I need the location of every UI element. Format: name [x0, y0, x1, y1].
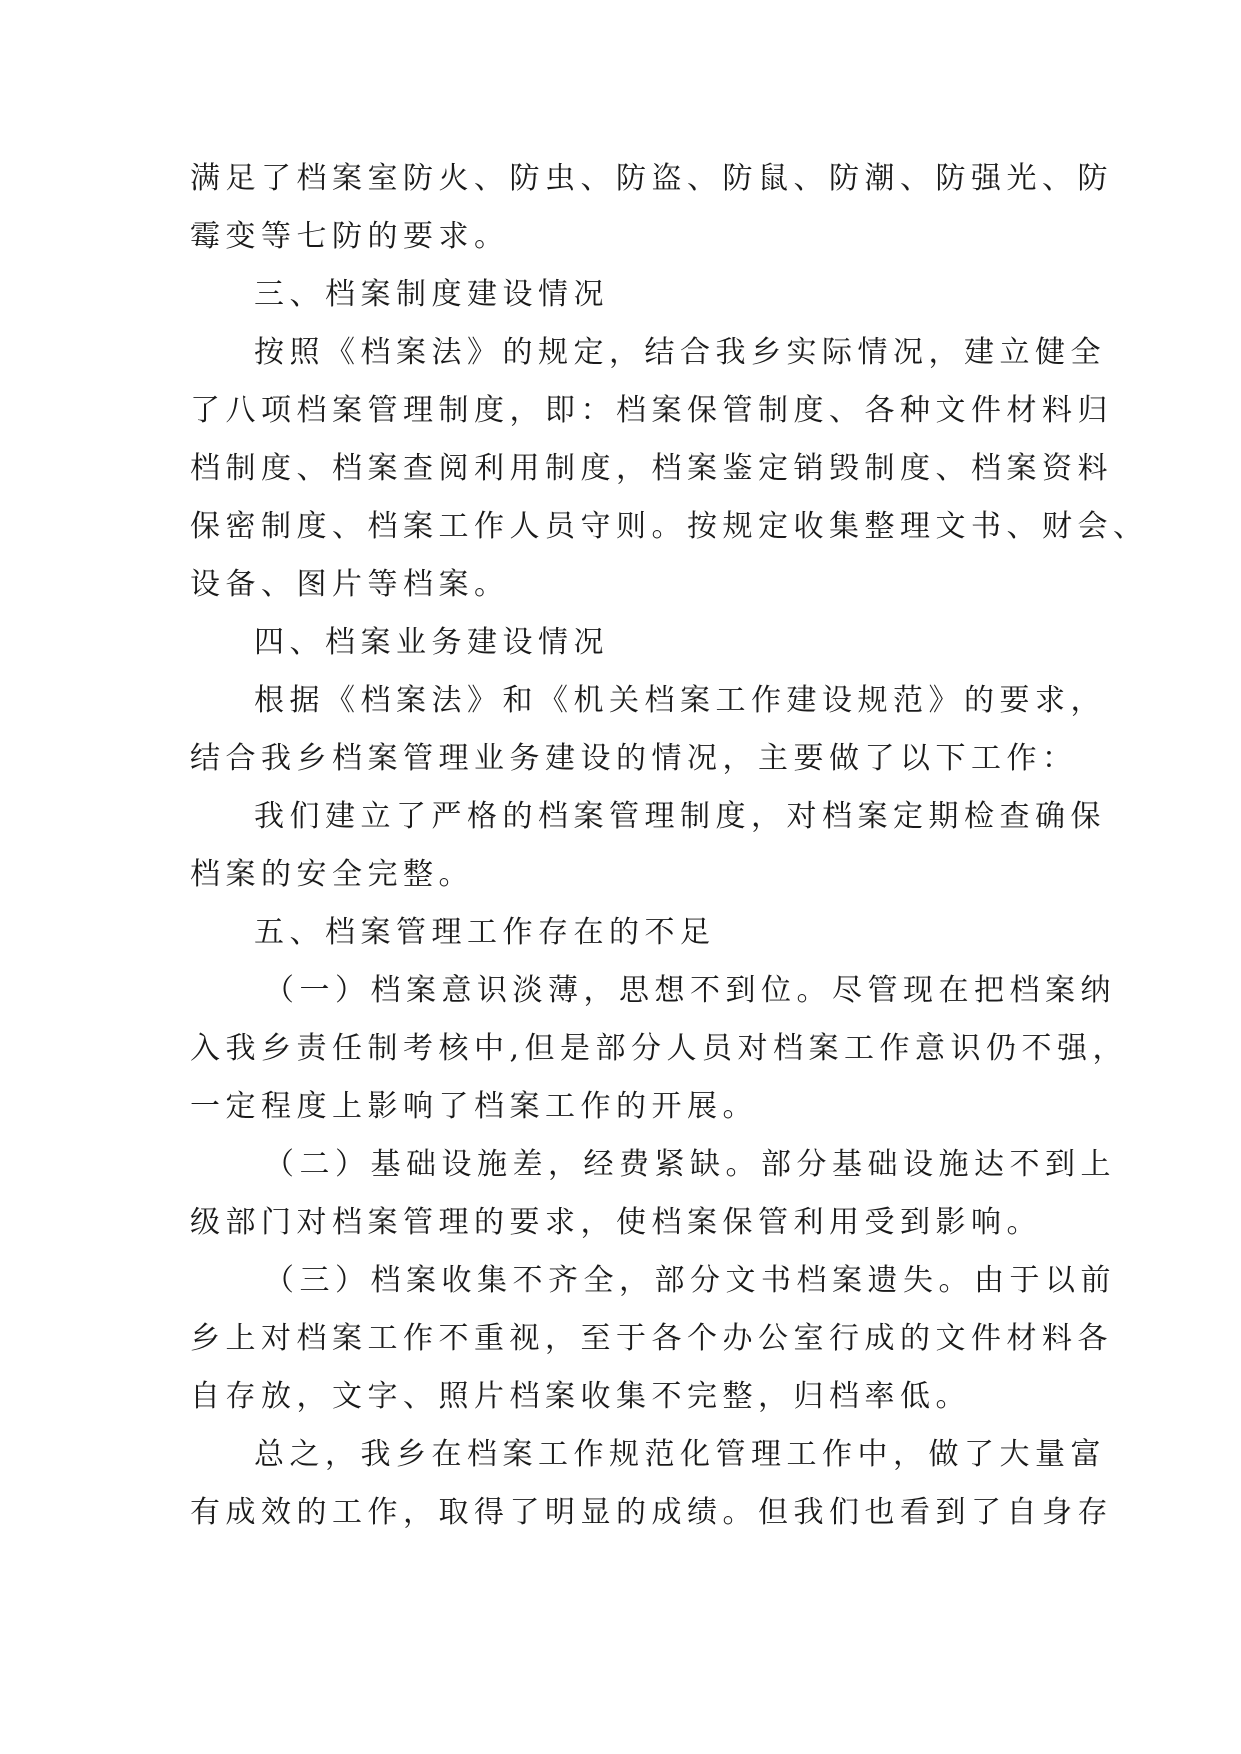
- text-line-7: 保密制度、档案工作人员守则。按规定收集整理文书、财会、: [190, 509, 1149, 544]
- text-line-11: 结合我乡档案管理业务建设的情况，主要做了以下工作：: [190, 741, 1078, 776]
- text-line-20: （三）档案收集不齐全，部分文书档案遗失。由于以前: [264, 1263, 1116, 1298]
- section-heading-5: 五、档案管理工作存在的不足: [254, 915, 716, 950]
- text-line-6: 档制度、档案查阅利用制度，档案鉴定销毁制度、档案资料: [190, 451, 1113, 486]
- section-heading-3: 三、档案制度建设情况: [254, 277, 609, 312]
- text-line-22: 自存放，文字、照片档案收集不完整，归档率低。: [190, 1379, 971, 1414]
- document-body: [190, 150, 1149, 1542]
- text-line-17: 一定程度上影响了档案工作的开展。: [190, 1089, 758, 1124]
- text-line-2: 霉变等七防的要求。: [190, 219, 510, 254]
- text-line-12: 我们建立了严格的档案管理制度，对档案定期检查确保: [254, 799, 1106, 834]
- text-line-4: 按照《档案法》的规定，结合我乡实际情况，建立健全: [254, 335, 1106, 370]
- text-line-1: 满足了档案室防火、防虫、防盗、防鼠、防潮、防强光、防: [190, 161, 1113, 196]
- text-line-24: 有成效的工作，取得了明显的成绩。但我们也看到了自身存: [190, 1495, 1113, 1530]
- section-heading-4: 四、档案业务建设情况: [254, 625, 609, 660]
- text-line-5: 了八项档案管理制度，即：档案保管制度、各种文件材料归: [190, 393, 1113, 428]
- text-line-18: （二）基础设施差，经费紧缺。部分基础设施达不到上: [264, 1147, 1116, 1182]
- text-line-23: 总之，我乡在档案工作规范化管理工作中，做了大量富: [254, 1437, 1106, 1472]
- text-line-8: 设备、图片等档案。: [190, 567, 510, 602]
- text-line-21: 乡上对档案工作不重视，至于各个办公室行成的文件材料各: [190, 1321, 1113, 1356]
- text-line-10: 根据《档案法》和《机关档案工作建设规范》的要求，: [254, 683, 1106, 718]
- text-line-19: 级部门对档案管理的要求，使档案保管利用受到影响。: [190, 1205, 1042, 1240]
- text-line-15: （一）档案意识淡薄，思想不到位。尽管现在把档案纳: [264, 973, 1116, 1008]
- text-line-16: 入我乡责任制考核中,但是部分人员对档案工作意识仍不强，: [190, 1031, 1129, 1066]
- text-line-13: 档案的安全完整。: [190, 857, 474, 892]
